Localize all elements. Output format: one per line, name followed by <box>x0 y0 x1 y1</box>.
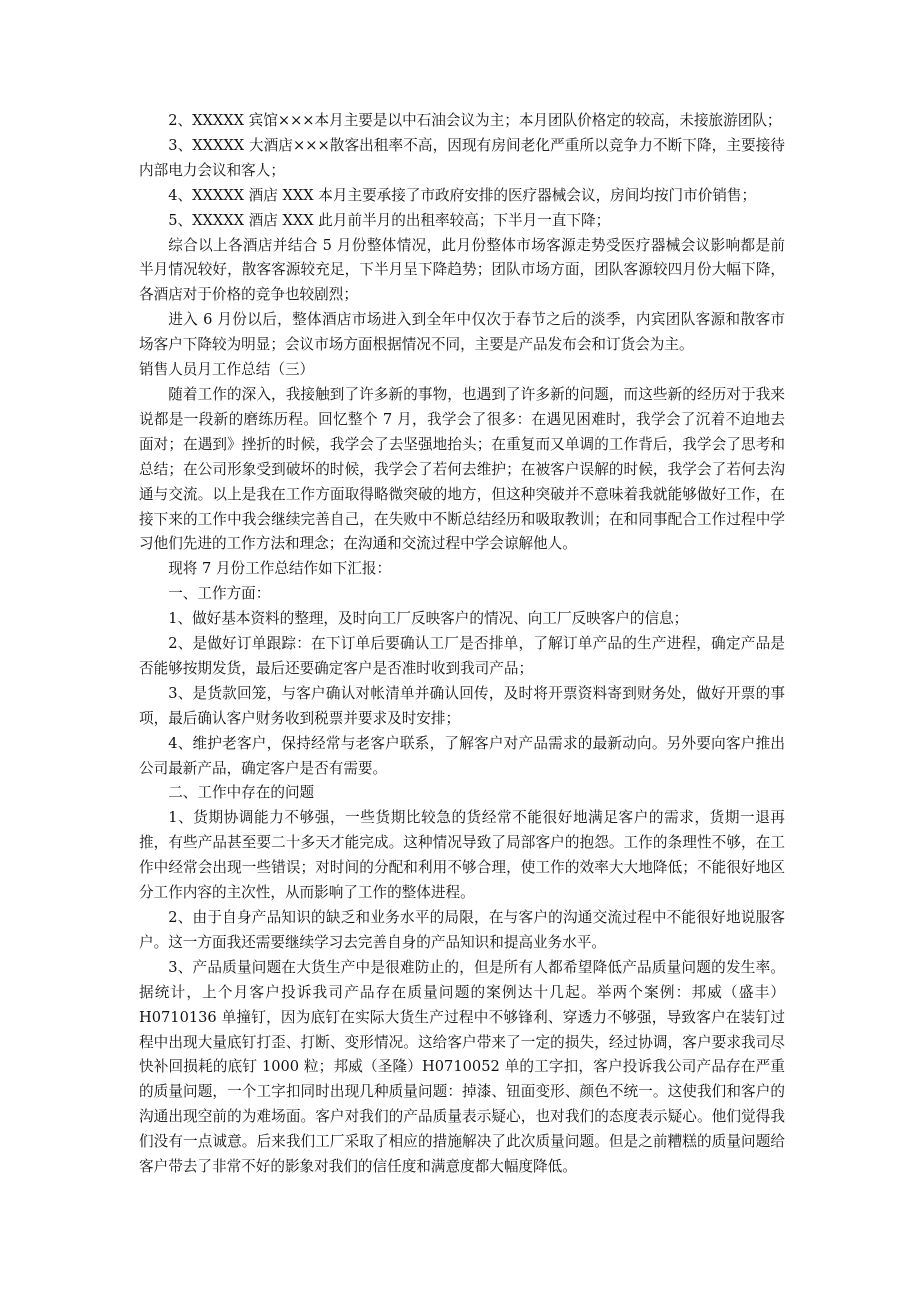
list-item: 4、维护老客户，保持经常与老客户联系，了解客户对产品需求的最新动向。另外要向客户推出公司最新产品，确定客户是否有需要。 <box>139 734 785 777</box>
paragraph: 5、XXXXX 酒店 XXX 此月前半月的出租率较高；下半月一直下降； <box>168 211 611 229</box>
list-item: 2、是做好订单跟踪：在下订单后要确认工厂是否排单，了解订单产品的生产进程，确定产品是否能够按期发货，最后还要确定客户是否准时收到我司产品； <box>139 635 785 677</box>
list-item: 1、货期协调能力不够强，一些货期比较急的货经常不能很好地满足客户的需求，货期一退再推，有些产品甚至要二十多天才能完成。这种情况导致了局部客户的抱怨。工作的条理性不够，在工作中经常会出现一些错误；对时间的分配和利用不够合理，使工作的效率大大地降低；不能很好地区分工作内容的主次性，从而影响了工作的整体进程。 <box>139 809 785 902</box>
subheading: 一、工作方面： <box>168 585 271 603</box>
subheading: 二、工作中存在的问题 <box>168 784 315 802</box>
paragraph: 3、XXXXX 大酒店×××散客出租率不高，因现有房间老化严重所以竞争力不断下降，主要接待内部电力会议和客人； <box>139 136 785 179</box>
paragraph: 现将 7 月份工作总结作如下汇报： <box>168 560 392 578</box>
list-item: 3、产品质量问题在大货生产中是很难防止的，但是所有人都希望降低产品质量问题的发生率。据统计，上个月客户投诉我司产品存在质量问题的案例达十几起。举两个案例：邦威（盛丰）H0710136 单撞钉，因为底钉在实际大货生产过程中不够锋利、穿透力不够强，导致客户在装钉过程中出现大量底钉打歪、打断、变形情况。这给客户带来了一定的损失，经过协调，客户要求我司尽快补回损耗的底钉 1000 粒；邦威（圣隆）H0710052 单的工字扣，客户投诉我公司产品存在严重的质量问题，一个工字扣同时出现几种质量问题：掉漆、钮面变形、颜色不统一。这使我们和客户的沟通出现空前的为难场面。客户对我们的产品质量表示疑心，也对我们的态度表示疑心。他们觉得我们没有一点诚意。后来我们工厂采取了相应的措施解决了此次质量问题。但是之前糟糕的质量问题给客户带去了非常不好的影象对我们的信任度和满意度都大幅度降低。 <box>139 958 785 1176</box>
document-body <box>139 109 785 1180</box>
paragraph: 进入 6 月份以后，整体酒店市场进入到全年中仅次于春节之后的淡季，内宾团队客源和散客市场客户下降较为明显；会议市场方面根据情况不同，主要是产品发布会和订货会为主。 <box>139 311 785 354</box>
paragraph: 2、XXXXX 宾馆×××本月主要是以中石油会议为主；本月团队价格定的较高，未接旅游团队； <box>168 112 782 129</box>
paragraph: 4、XXXXX 酒店 XXX 本月主要承接了市政府安排的医疗器械会议，房间均按门市价销售； <box>168 186 757 204</box>
list-item: 3、是货款回笼，与客户确认对帐清单并确认回传，及时将开票资料寄到财务处，做好开票的事项，最后确认客户财务收到税票并要求及时安排； <box>139 684 785 727</box>
paragraph: 综合以上各酒店并结合 5 月份整体情况，此月份整体市场客源走势受医疗器械会议影响都是前半月情况较好，散客客源较充足，下半月呈下降趋势；团队市场方面，团队客源较四月份大幅下降，各酒店对于价格的竞争也较剧烈； <box>139 236 785 304</box>
list-item: 2、由于自身产品知识的缺乏和业务水平的局限，在与客户的沟通交流过程中不能很好地说服客户。这一方面我还需要继续学习去完善自身的产品知识和提高业务水平。 <box>139 909 785 951</box>
list-item: 1、做好基本资料的整理，及时向工厂反映客户的情况、向工厂反映客户的信息； <box>168 610 689 628</box>
section-title: 销售人员月工作总结（三） <box>139 361 315 379</box>
paragraph: 随着工作的深入，我接触到了许多新的事物，也遇到了许多新的问题，而这些新的经历对于我来说都是一段新的磨练历程。回忆整个 7 月，我学会了很多：在遇见困难时，我学会了沉着不迫地去面对；在遇到》挫折的时候，我学会了去坚强地抬头；在重复而又单调的工作背后，我学会了思考和总结；在公司形象受到破坏的时候，我学会了若何去维护；在被客户误解的时候，我学会了若何去沟通与交流。以上是我在工作方面取得略微突破的地方，但这种突破并不意味着我就能够做好工作，在接下来的工作中我会继续完善自己，在失败中不断总结经历和吸取教训；在和同事配合工作过程中学习他们先进的工作方法和理念；在沟通和交流过程中学会谅解他人。 <box>139 385 785 553</box>
